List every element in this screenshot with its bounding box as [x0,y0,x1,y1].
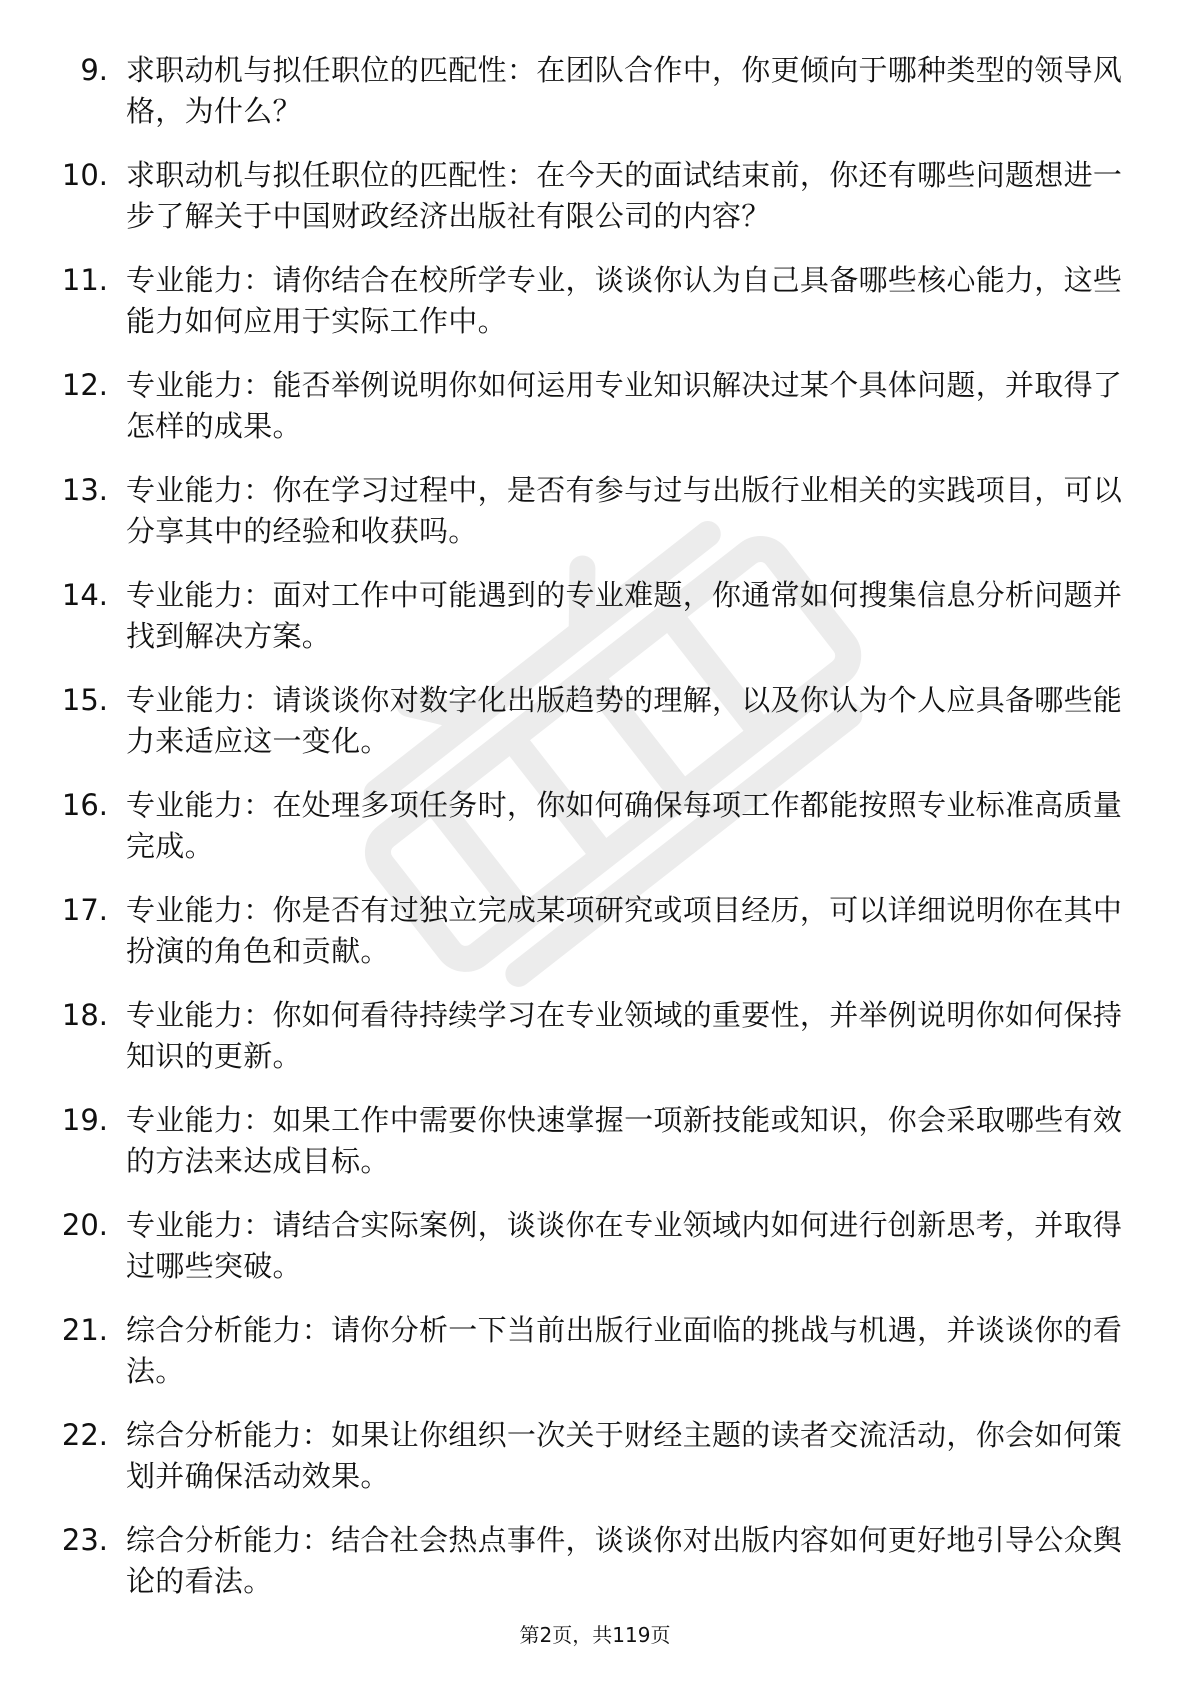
question-text: 专业能力：你如何看待持续学习在专业领域的重要性，并举例说明你如何保持知识的更新。 [126,998,1123,1073]
question-number: 19. [61,1103,108,1137]
question-text: 专业能力：能否举例说明你如何运用专业知识解决过某个具体问题，并取得了怎样的成果。 [126,368,1123,443]
question-number: 12. [61,368,108,402]
list-item [0,1520,1190,1625]
question-text: 专业能力：在处理多项任务时，你如何确保每项工作都能按照专业标准高质量完成。 [126,788,1123,863]
list-item [0,470,1190,575]
question-number: 21. [61,1313,108,1347]
list-item [0,50,1190,155]
question-text: 综合分析能力：请你分析一下当前出版行业面临的挑战与机遇，并谈谈你的看法。 [126,1313,1123,1388]
list-item [0,155,1190,260]
list-item [0,680,1190,785]
list-item [0,785,1190,890]
question-text: 求职动机与拟任职位的匹配性：在今天的面试结束前，你还有哪些问题想进一步了解关于中国财政经济出版社有限公司的内容？ [126,158,1123,233]
question-text: 综合分析能力：结合社会热点事件，谈谈你对出版内容如何更好地引导公众舆论的看法。 [126,1523,1123,1598]
question-number: 23. [61,1523,108,1557]
question-text: 专业能力：面对工作中可能遇到的专业难题，你通常如何搜集信息分析问题并找到解决方案。 [126,578,1123,653]
question-text: 综合分析能力：如果让你组织一次关于财经主题的读者交流活动，你会如何策划并确保活动效果。 [126,1418,1123,1493]
list-item [0,1415,1190,1520]
list-item [0,260,1190,365]
list-item [0,1100,1190,1205]
question-number: 10. [61,158,108,192]
page-number-footer: 第2页，共119页 [519,1623,671,1647]
question-number: 14. [61,578,108,612]
question-number: 22. [61,1418,108,1452]
question-number: 17. [61,893,108,927]
question-number: 20. [61,1208,108,1242]
question-number: 15. [61,683,108,717]
question-text: 专业能力：如果工作中需要你快速掌握一项新技能或知识，你会采取哪些有效的方法来达成目标。 [126,1103,1123,1178]
list-item [0,575,1190,680]
question-text: 专业能力：请谈谈你对数字化出版趋势的理解，以及你认为个人应具备哪些能力来适应这一变化。 [126,683,1123,758]
list-item [0,890,1190,995]
question-number: 16. [61,788,108,822]
list-item [0,1205,1190,1310]
list-item [0,365,1190,470]
question-number: 18. [61,998,108,1032]
list-item [0,1310,1190,1415]
question-number: 11. [61,263,108,297]
question-text: 专业能力：请你结合在校所学专业，谈谈你认为自己具备哪些核心能力，这些能力如何应用于实际工作中。 [126,263,1123,338]
question-text: 专业能力：请结合实际案例，谈谈你在专业领域内如何进行创新思考，并取得过哪些突破。 [126,1208,1123,1283]
list-item [0,995,1190,1100]
question-list [0,50,1190,1625]
question-text: 专业能力：你在学习过程中，是否有参与过与出版行业相关的实践项目，可以分享其中的经验和收获吗。 [126,473,1123,548]
question-number: 9. [80,53,108,87]
question-text: 求职动机与拟任职位的匹配性：在团队合作中，你更倾向于哪种类型的领导风格，为什么？ [126,53,1123,128]
question-text: 专业能力：你是否有过独立完成某项研究或项目经历，可以详细说明你在其中扮演的角色和贡献。 [126,893,1123,968]
question-number: 13. [61,473,108,507]
